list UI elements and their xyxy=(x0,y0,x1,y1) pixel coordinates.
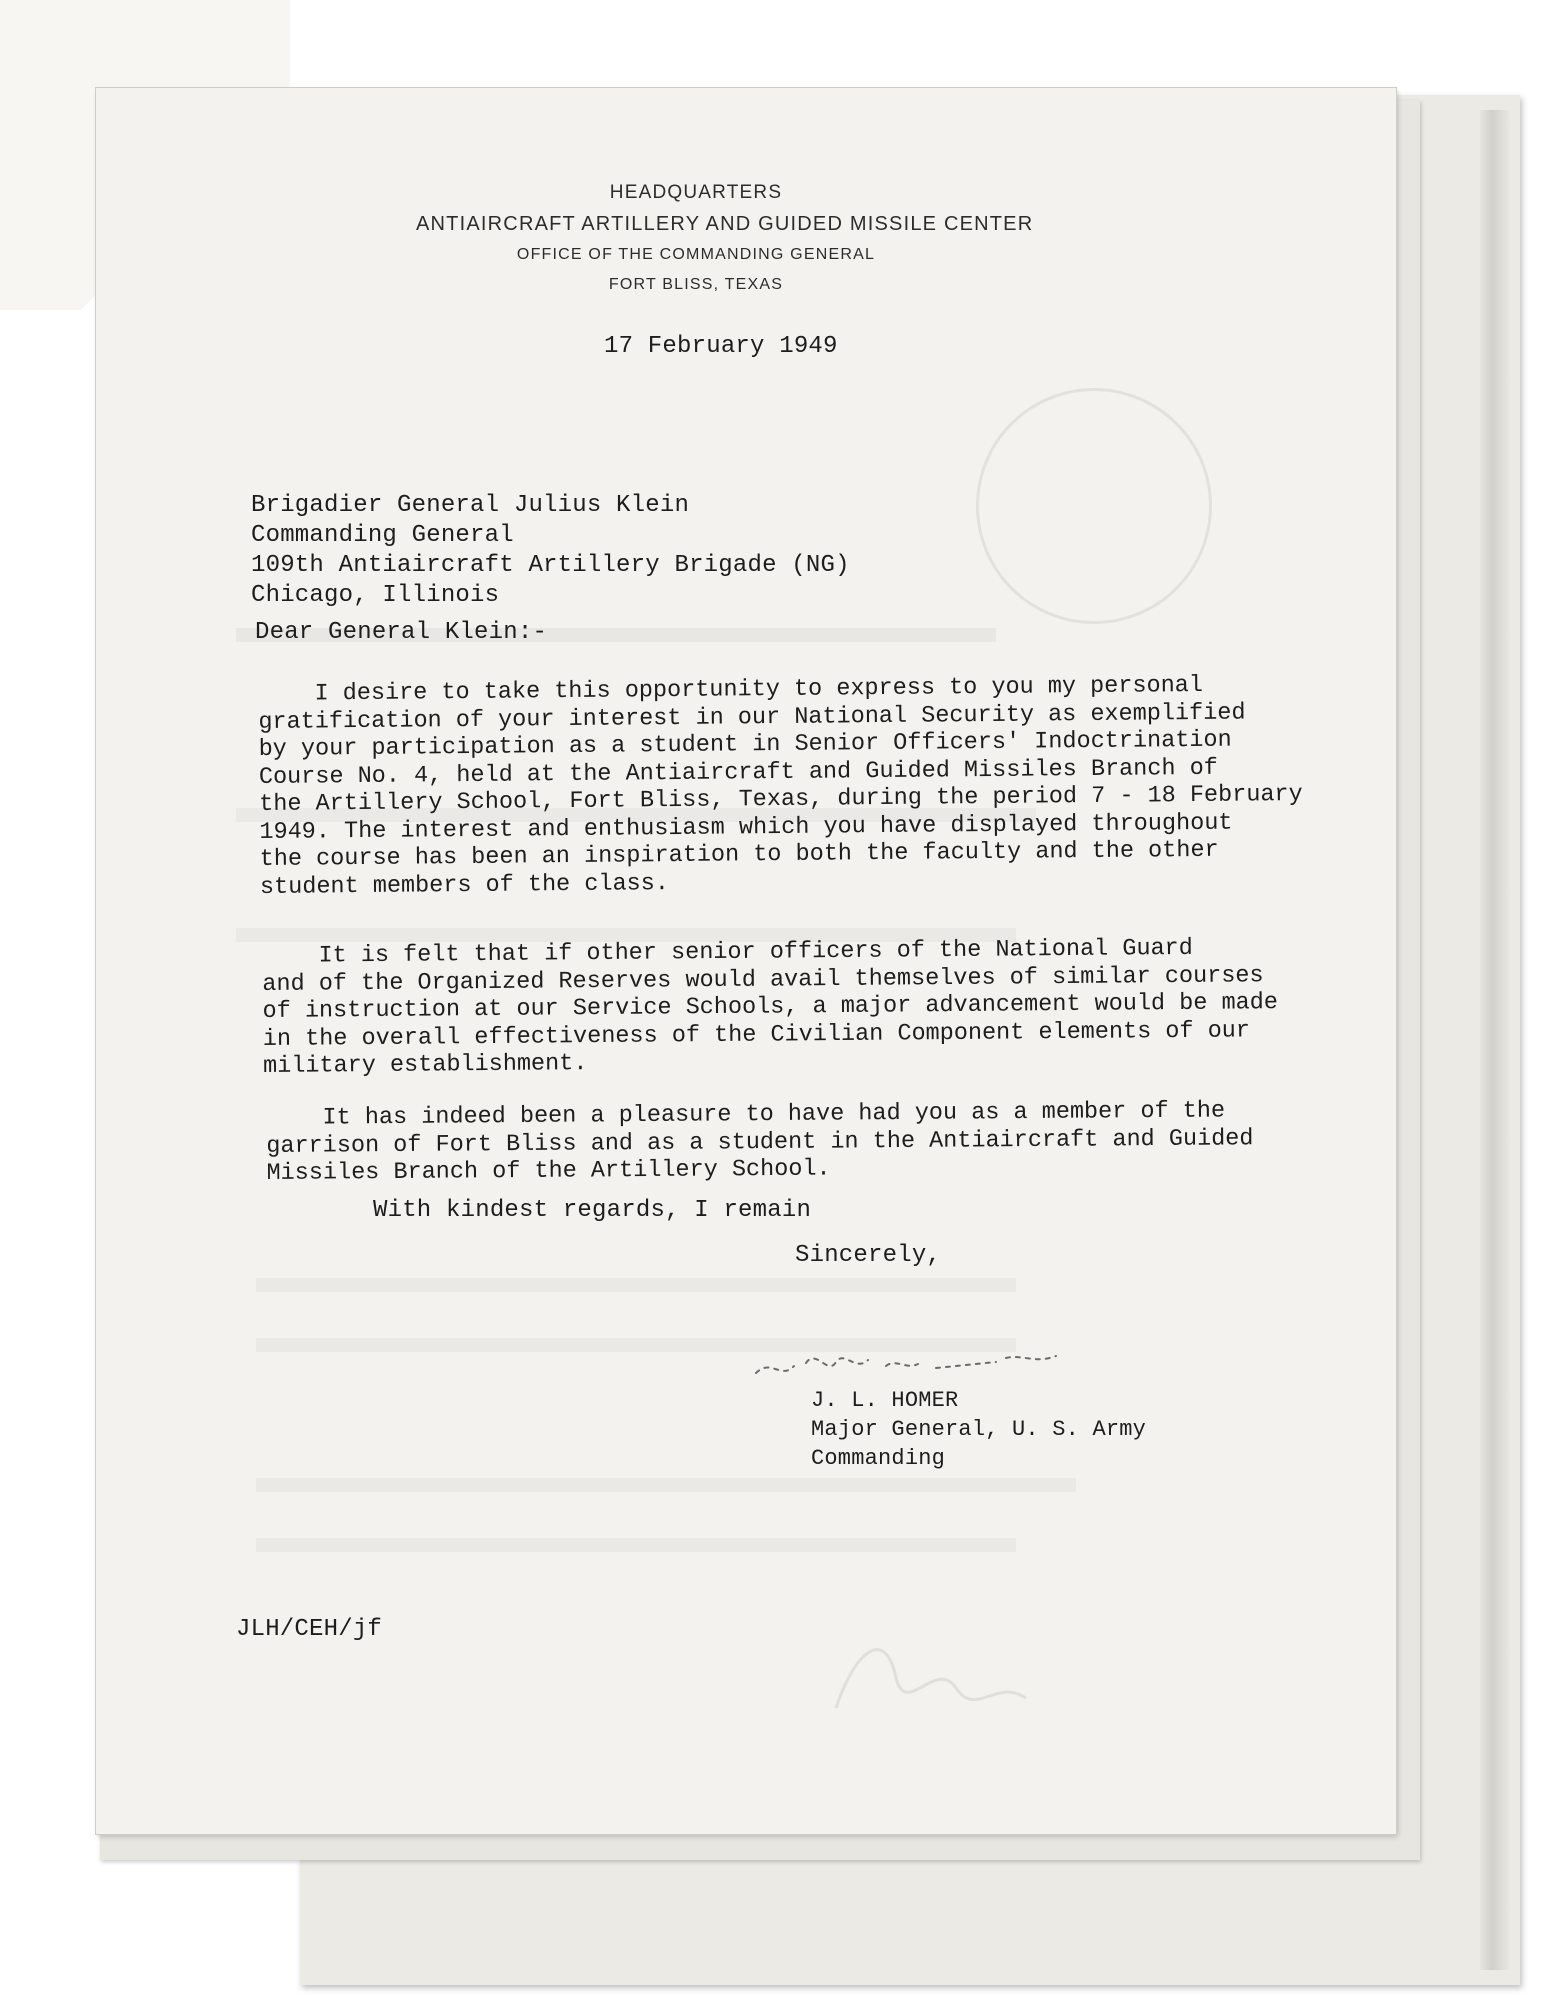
recipient-unit: 109th Antiaircraft Artillery Brigade (NG) xyxy=(251,552,850,579)
letterhead-headquarters: HEADQUARTERS xyxy=(609,182,783,203)
paragraph-line: by your participation as a student in Senior Officers' Indoctrination xyxy=(258,726,1232,763)
signatory-name: J. L. HOMER xyxy=(811,1388,959,1413)
recipient-city: Chicago, Illinois xyxy=(251,582,500,609)
paragraph-line: student members of the class. xyxy=(259,869,670,901)
letter-date: 17 February 1949 xyxy=(604,333,838,360)
letterhead xyxy=(416,178,1034,300)
body-paragraph-2 xyxy=(262,934,1279,1080)
recipient-title: Commanding General xyxy=(251,522,514,549)
letter-sheet xyxy=(96,88,1396,1834)
ghost-signature xyxy=(796,1588,1056,1748)
paragraph-line: the course has been an inspiration to both the faculty and the other xyxy=(259,836,1219,873)
paragraph-line: and of the Organized Reserves would avail themselves of similar courses xyxy=(262,961,1264,998)
paragraph-line: garrison of Fort Bliss and as a student in the Antiaircraft and Guided xyxy=(266,1124,1254,1160)
paragraph-line: gratification of your interest in our National Security as exemplified xyxy=(258,699,1246,736)
signatory-role: Commanding xyxy=(811,1446,946,1471)
paragraph-line: I desire to take this opportunity to express to you my personal xyxy=(258,671,1204,708)
reference-initials: JLH/CEH/jf xyxy=(236,1616,383,1643)
recipient-name: Brigadier General Julius Klein xyxy=(251,492,690,519)
letterhead-office: OFFICE OF THE COMMANDING GENERAL xyxy=(516,246,876,263)
closing-line: With kindest regards, I remain xyxy=(373,1197,812,1224)
salutation: Dear General Klein:- xyxy=(255,619,548,646)
paragraph-line: in the overall effectiveness of the Civilian Component elements of our xyxy=(262,1016,1251,1053)
valediction: Sincerely, xyxy=(795,1242,942,1269)
paragraph-line: Course No. 4, held at the Antiaircraft and Guided Missiles Branch of xyxy=(258,754,1218,791)
paragraph-line: of instruction at our Service Schools, a major advancement would be made xyxy=(262,989,1279,1025)
paragraph-line: It has indeed been a pleasure to have had you as a member of the xyxy=(266,1097,1226,1132)
letterhead-center: ANTIAIRCRAFT ARTILLERY AND GUIDED MISSILE CENTER xyxy=(416,213,1034,235)
paragraph-line: military establishment. xyxy=(262,1050,588,1080)
paragraph-line: 1949. The interest and enthusiasm which you have displayed throughout xyxy=(259,809,1233,846)
paragraph-line: Missiles Branch of the Artillery School. xyxy=(266,1155,831,1187)
paragraph-line: It is felt that if other senior officers of the National Guard xyxy=(262,934,1193,970)
letterhead-location: FORT BLISS, TEXAS xyxy=(608,276,784,293)
ghost-seal xyxy=(976,388,1212,624)
body-paragraph-1 xyxy=(258,671,1304,901)
recipient-address xyxy=(251,491,850,611)
signatory-title: Major General, U. S. Army xyxy=(811,1417,1147,1442)
paragraph-line: the Artillery School, Fort Bliss, Texas, during the period 7 - 18 February xyxy=(259,780,1303,818)
body-paragraph-3 xyxy=(266,1097,1254,1187)
signature-block xyxy=(811,1386,1146,1473)
paper-stack-edge xyxy=(1480,110,1510,1970)
